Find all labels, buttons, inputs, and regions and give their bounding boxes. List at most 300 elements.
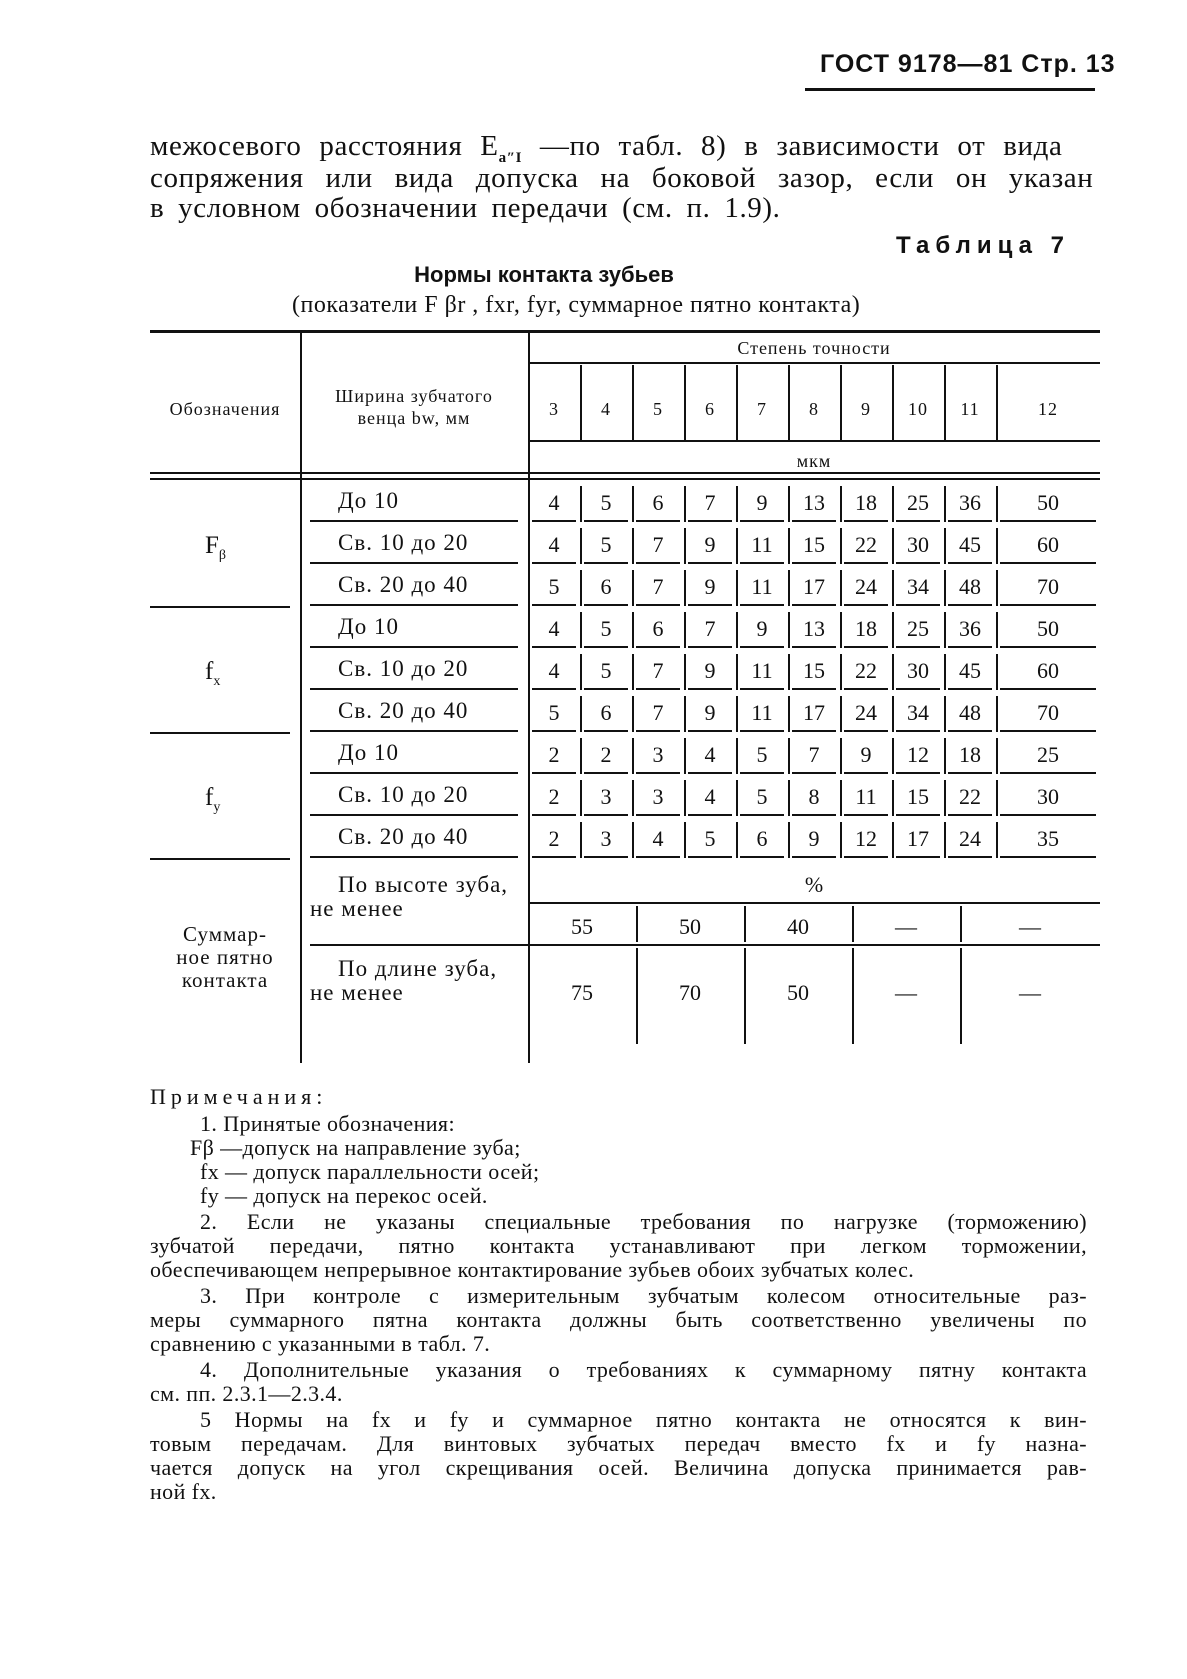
value-underline xyxy=(532,562,576,564)
row-value: 4 xyxy=(548,616,560,641)
row-value: 5 xyxy=(600,616,612,641)
value-col-rule xyxy=(840,696,842,732)
value-col-rule xyxy=(736,696,738,732)
intro-line-1-b: —по табл. 8) в зависимости от вида xyxy=(522,130,1063,162)
grade-col-rule xyxy=(580,365,582,440)
row-value: 45 xyxy=(959,532,981,557)
contact-col-rule xyxy=(852,948,854,1044)
value-underline xyxy=(740,646,784,648)
note-4-line-2: см. пп. 2.3.1—2.3.4. xyxy=(150,1381,343,1406)
value-col-rule xyxy=(996,738,998,774)
value-underline xyxy=(688,814,732,816)
row-value: 5 xyxy=(600,490,612,515)
value-underline xyxy=(896,646,940,648)
row-value: 5 xyxy=(548,574,560,599)
value-underline xyxy=(584,688,628,690)
row-value: 17 xyxy=(803,574,825,599)
value-underline xyxy=(532,730,576,732)
value-col-rule xyxy=(996,654,998,690)
value-col-rule xyxy=(788,528,790,564)
value-col-rule xyxy=(684,696,686,732)
row-value: 5 xyxy=(600,532,612,557)
value-underline xyxy=(688,646,732,648)
group-symbol-sub: y xyxy=(213,800,221,815)
row-value: 5 xyxy=(600,658,612,683)
value-col-rule xyxy=(840,780,842,816)
contact-unit-rule xyxy=(528,902,1100,904)
value-col-rule xyxy=(684,570,686,606)
row-value: 9 xyxy=(704,574,716,599)
value-underline xyxy=(636,562,680,564)
grade-unit-rule xyxy=(528,440,1100,442)
row-value: 3 xyxy=(600,784,612,809)
value-underline xyxy=(844,814,888,816)
value-col-rule xyxy=(632,612,634,648)
note-5-line-1: 5 Нормы на fx и fy и суммарное пятно контакта не относятся к вин- xyxy=(200,1407,1087,1432)
value-col-rule xyxy=(996,528,998,564)
row-value: 6 xyxy=(600,700,612,725)
intro-line-1-sub: a″I xyxy=(498,150,523,166)
value-underline xyxy=(844,604,888,606)
intro-line-1-a: межосевого расстояния E xyxy=(150,130,499,162)
value-col-rule xyxy=(788,654,790,690)
grade-header-11: 11 xyxy=(960,399,980,419)
value-col-rule xyxy=(684,822,686,858)
value-underline xyxy=(532,814,576,816)
note-2-line-1: 2. Если не указаны специальные требования по нагрузке (торможению) xyxy=(200,1209,1087,1234)
row-value: 7 xyxy=(704,490,716,515)
row-value: 25 xyxy=(907,490,929,515)
value-underline xyxy=(948,646,992,648)
value-underline xyxy=(636,604,680,606)
value-underline xyxy=(792,814,836,816)
value-underline xyxy=(896,814,940,816)
value-col-rule xyxy=(684,654,686,690)
row-value: 7 xyxy=(652,574,664,599)
row-value: 24 xyxy=(855,574,877,599)
value-col-rule xyxy=(840,738,842,774)
value-col-rule xyxy=(632,822,634,858)
value-underline xyxy=(636,730,680,732)
grade-header-4: 4 xyxy=(601,399,611,419)
table-title: Нормы контакта зубьев xyxy=(414,262,674,287)
row-value: 4 xyxy=(704,784,716,809)
value-col-rule xyxy=(580,612,582,648)
row-value: 12 xyxy=(907,742,929,767)
value-col-rule xyxy=(580,570,582,606)
value-underline xyxy=(740,856,784,858)
note-1-c: fy — допуск на перекос осей. xyxy=(200,1183,488,1208)
value-col-rule xyxy=(788,612,790,648)
row-value: 9 xyxy=(704,700,716,725)
value-col-rule xyxy=(996,822,998,858)
value-underline xyxy=(792,772,836,774)
header-rule xyxy=(805,88,1095,91)
grade-col-rule xyxy=(996,365,998,440)
value-col-rule xyxy=(736,486,738,522)
contact-col-rule xyxy=(744,948,746,1044)
row-value: 11 xyxy=(751,658,773,683)
row-value: 35 xyxy=(1037,826,1059,851)
row-width-label: Св. 20 до 40 xyxy=(338,572,469,597)
value-underline xyxy=(948,730,992,732)
row-value: 4 xyxy=(704,742,716,767)
value-underline xyxy=(584,520,628,522)
contact-col-rule xyxy=(960,948,962,1044)
group-symbol-2 xyxy=(205,784,220,816)
value-col-rule xyxy=(944,822,946,858)
value-underline xyxy=(532,520,576,522)
value-underline xyxy=(740,730,784,732)
row-value: 45 xyxy=(959,658,981,683)
value-underline xyxy=(948,562,992,564)
row-value: 11 xyxy=(751,700,773,725)
row-width-label: До 10 xyxy=(338,488,399,513)
row-value: 12 xyxy=(855,826,877,851)
value-underline xyxy=(844,646,888,648)
row-value: 3 xyxy=(600,826,612,851)
row-value: 13 xyxy=(803,490,825,515)
value-underline xyxy=(636,772,680,774)
row-underline xyxy=(310,772,518,774)
value-col-rule xyxy=(840,822,842,858)
value-underline xyxy=(688,688,732,690)
contact-col-rule xyxy=(744,906,746,942)
grade-header-7: 7 xyxy=(757,399,767,419)
height-value: — xyxy=(895,914,917,939)
note-2-line-3: обеспечивающем непрерывное контактирование зубьев обоих зубчатых колес. xyxy=(150,1257,915,1282)
value-col-rule xyxy=(944,654,946,690)
col-width-header-line-2: венца bw, мм xyxy=(357,408,471,428)
row-value: 7 xyxy=(808,742,820,767)
col-designation-header: Обозначения xyxy=(169,399,281,419)
row-underline xyxy=(310,520,518,522)
contact-height-rule xyxy=(310,944,1100,946)
value-col-rule xyxy=(788,738,790,774)
value-underline xyxy=(688,520,732,522)
row-value: 9 xyxy=(860,742,872,767)
value-col-rule xyxy=(944,738,946,774)
value-col-rule xyxy=(632,570,634,606)
value-col-rule xyxy=(580,696,582,732)
value-col-rule xyxy=(944,696,946,732)
value-underline xyxy=(688,856,732,858)
value-col-rule xyxy=(684,528,686,564)
value-underline xyxy=(584,562,628,564)
value-underline xyxy=(948,814,992,816)
grade-col-rule xyxy=(944,365,946,440)
value-col-rule xyxy=(840,612,842,648)
value-underline xyxy=(792,562,836,564)
row-value: 4 xyxy=(548,658,560,683)
value-underline xyxy=(1000,856,1096,858)
value-underline xyxy=(688,604,732,606)
value-underline xyxy=(740,520,784,522)
group-divider xyxy=(150,606,290,608)
row-value: 9 xyxy=(704,658,716,683)
value-col-rule xyxy=(736,738,738,774)
group-symbol-0 xyxy=(205,532,226,564)
value-col-rule xyxy=(580,528,582,564)
value-col-rule xyxy=(580,738,582,774)
value-underline xyxy=(792,604,836,606)
value-col-rule xyxy=(892,528,894,564)
row-value: 4 xyxy=(548,532,560,557)
value-underline xyxy=(792,856,836,858)
grade-col-rule xyxy=(788,365,790,440)
row-value: 30 xyxy=(907,658,929,683)
value-col-rule xyxy=(632,738,634,774)
value-underline xyxy=(948,520,992,522)
value-col-rule xyxy=(580,780,582,816)
row-width-label: Св. 20 до 40 xyxy=(338,698,469,723)
row-value: 15 xyxy=(803,658,825,683)
value-underline xyxy=(740,688,784,690)
length-label-line-2: не менее xyxy=(310,980,404,1005)
grade-header-12: 12 xyxy=(1038,399,1058,419)
value-underline xyxy=(1000,562,1096,564)
row-value: 5 xyxy=(704,826,716,851)
value-underline xyxy=(740,772,784,774)
value-underline xyxy=(1000,646,1096,648)
value-underline xyxy=(896,772,940,774)
grade-col-rule xyxy=(736,365,738,440)
row-value: 25 xyxy=(1037,742,1059,767)
value-underline xyxy=(844,730,888,732)
value-underline xyxy=(584,814,628,816)
value-underline xyxy=(688,730,732,732)
row-value: 24 xyxy=(855,700,877,725)
grade-col-rule xyxy=(840,365,842,440)
value-underline xyxy=(584,772,628,774)
row-value: 9 xyxy=(808,826,820,851)
contact-col-rule xyxy=(852,906,854,942)
row-value: 3 xyxy=(652,742,664,767)
row-value: 60 xyxy=(1037,658,1059,683)
value-col-rule xyxy=(684,612,686,648)
contact-col-rule xyxy=(636,906,638,942)
row-underline xyxy=(310,688,518,690)
row-value: 7 xyxy=(652,700,664,725)
value-col-rule xyxy=(788,486,790,522)
value-col-rule xyxy=(736,654,738,690)
grade-header-3: 3 xyxy=(549,399,559,419)
row-value: 24 xyxy=(959,826,981,851)
value-underline xyxy=(844,772,888,774)
value-col-rule xyxy=(632,654,634,690)
contact-label-line-2: ное пятно xyxy=(176,945,274,969)
row-value: 4 xyxy=(652,826,664,851)
table-subtitle: (показатели F βr , fxr, fyr, суммарное пятно контакта) xyxy=(292,292,861,318)
row-value: 5 xyxy=(756,742,768,767)
unit-pct: % xyxy=(804,872,824,897)
value-underline xyxy=(636,520,680,522)
row-width-label: Св. 10 до 20 xyxy=(338,656,469,681)
value-col-rule xyxy=(580,822,582,858)
table-top-rule xyxy=(150,330,1100,333)
row-value: 34 xyxy=(907,700,929,725)
value-underline xyxy=(1000,688,1096,690)
width-col-rule xyxy=(528,333,530,1063)
value-underline xyxy=(532,856,576,858)
length-label-line-1: По длине зуба, xyxy=(338,956,498,981)
row-value: 60 xyxy=(1037,532,1059,557)
row-value: 48 xyxy=(959,574,981,599)
value-underline xyxy=(844,856,888,858)
contact-label-line-3: контакта xyxy=(181,968,269,992)
row-value: 18 xyxy=(855,616,877,641)
row-underline xyxy=(310,604,518,606)
row-value: 11 xyxy=(751,574,773,599)
value-col-rule xyxy=(736,822,738,858)
row-value: 17 xyxy=(907,826,929,851)
row-value: 5 xyxy=(548,700,560,725)
value-underline xyxy=(1000,730,1096,732)
value-col-rule xyxy=(996,696,998,732)
row-value: 50 xyxy=(1037,616,1059,641)
height-value: 50 xyxy=(679,914,701,939)
value-underline xyxy=(1000,772,1096,774)
grade-header-10: 10 xyxy=(908,399,928,419)
value-col-rule xyxy=(944,780,946,816)
group-divider xyxy=(150,732,290,734)
row-value: 2 xyxy=(548,742,560,767)
value-underline xyxy=(636,856,680,858)
value-underline xyxy=(636,688,680,690)
value-underline xyxy=(844,520,888,522)
value-underline xyxy=(948,604,992,606)
length-value: 50 xyxy=(787,980,809,1005)
group-symbol-main: f xyxy=(205,658,214,685)
value-underline xyxy=(636,814,680,816)
row-value: 36 xyxy=(959,490,981,515)
value-col-rule xyxy=(736,570,738,606)
group-symbol-1 xyxy=(205,658,220,690)
contact-label-line-1: Суммар- xyxy=(183,922,267,946)
grade-col-rule xyxy=(892,365,894,440)
note-3-line-3: сравнению с указанными в табл. 7. xyxy=(150,1331,491,1356)
value-col-rule xyxy=(684,486,686,522)
row-value: 9 xyxy=(756,616,768,641)
value-underline xyxy=(948,856,992,858)
value-underline xyxy=(896,688,940,690)
value-col-rule xyxy=(736,528,738,564)
value-col-rule xyxy=(892,654,894,690)
row-value: 22 xyxy=(959,784,981,809)
value-underline xyxy=(792,688,836,690)
contact-col-rule xyxy=(636,948,638,1044)
value-col-rule xyxy=(840,654,842,690)
value-underline xyxy=(1000,520,1096,522)
group-symbol-main: F xyxy=(205,532,219,559)
height-label-line-1: По высоте зуба, xyxy=(338,872,509,897)
value-underline xyxy=(532,772,576,774)
note-5-line-3: чается допуск на угол скрещивания осей. Величина допуска принимается рав- xyxy=(150,1455,1087,1480)
value-underline xyxy=(584,856,628,858)
note-5-line-2: товым передачам. Для винтовых зубчатых передач вместо fx и fy назна- xyxy=(150,1431,1087,1456)
value-col-rule xyxy=(944,612,946,648)
value-col-rule xyxy=(996,486,998,522)
row-value: 30 xyxy=(1037,784,1059,809)
row-underline xyxy=(310,814,518,816)
value-col-rule xyxy=(996,612,998,648)
intro-line-2: сопряжения или вида допуска на боковой зазор, если он указан xyxy=(150,162,1094,194)
value-underline xyxy=(896,856,940,858)
value-col-rule xyxy=(892,738,894,774)
row-underline xyxy=(310,646,518,648)
group-symbol-sub: β xyxy=(218,548,227,563)
value-col-rule xyxy=(944,528,946,564)
col-width-header-line-1: Ширина зубчатого xyxy=(335,386,493,406)
row-value: 7 xyxy=(652,658,664,683)
value-col-rule xyxy=(632,780,634,816)
value-underline xyxy=(948,688,992,690)
note-2-line-2: зубчатой передачи, пятно контакта устанавливают при легком торможении, xyxy=(150,1233,1087,1258)
grade-header-5: 5 xyxy=(653,399,663,419)
height-value: 55 xyxy=(571,914,593,939)
row-value: 18 xyxy=(855,490,877,515)
value-underline xyxy=(532,688,576,690)
row-value: 36 xyxy=(959,616,981,641)
value-col-rule xyxy=(944,570,946,606)
grade-header-6: 6 xyxy=(705,399,715,419)
row-value: 22 xyxy=(855,658,877,683)
row-value: 4 xyxy=(548,490,560,515)
value-underline xyxy=(636,646,680,648)
row-value: 2 xyxy=(548,784,560,809)
running-header: ГОСТ 9178—81 Стр. 13 xyxy=(820,50,1116,78)
row-width-label: Св. 10 до 20 xyxy=(338,782,469,807)
note-3-line-1: 3. При контроле с измерительным зубчатым колесом относительные раз- xyxy=(200,1283,1087,1308)
grade-header-rule xyxy=(528,362,1100,364)
contact-col-rule xyxy=(960,906,962,942)
value-underline xyxy=(896,730,940,732)
value-underline xyxy=(792,646,836,648)
value-col-rule xyxy=(736,780,738,816)
value-col-rule xyxy=(632,696,634,732)
note-3-line-2: меры суммарного пятна контакта должны быть соответственно увеличены по xyxy=(150,1307,1087,1332)
value-underline xyxy=(740,562,784,564)
value-col-rule xyxy=(684,738,686,774)
value-col-rule xyxy=(892,696,894,732)
grade-header-9: 9 xyxy=(861,399,871,419)
notes-heading: Примечания: xyxy=(150,1084,328,1109)
length-value: 75 xyxy=(571,980,593,1005)
value-col-rule xyxy=(996,780,998,816)
value-underline xyxy=(844,688,888,690)
header-bottom-rule xyxy=(150,472,1100,474)
note-5-line-4: ной fx. xyxy=(150,1479,217,1504)
value-col-rule xyxy=(684,780,686,816)
row-underline xyxy=(310,856,518,858)
value-col-rule xyxy=(788,780,790,816)
row-width-label: До 10 xyxy=(338,614,399,639)
value-underline xyxy=(948,772,992,774)
height-value: — xyxy=(1019,914,1041,939)
value-col-rule xyxy=(580,654,582,690)
row-value: 6 xyxy=(652,490,664,515)
row-value: 48 xyxy=(959,700,981,725)
row-width-label: До 10 xyxy=(338,740,399,765)
value-col-rule xyxy=(892,822,894,858)
length-value: — xyxy=(895,980,917,1005)
value-underline xyxy=(688,562,732,564)
note-1-b: fx — допуск параллельности осей; xyxy=(200,1159,540,1184)
value-underline xyxy=(896,604,940,606)
value-col-rule xyxy=(788,822,790,858)
group-symbol-sub: x xyxy=(213,674,221,689)
row-underline xyxy=(310,562,518,564)
